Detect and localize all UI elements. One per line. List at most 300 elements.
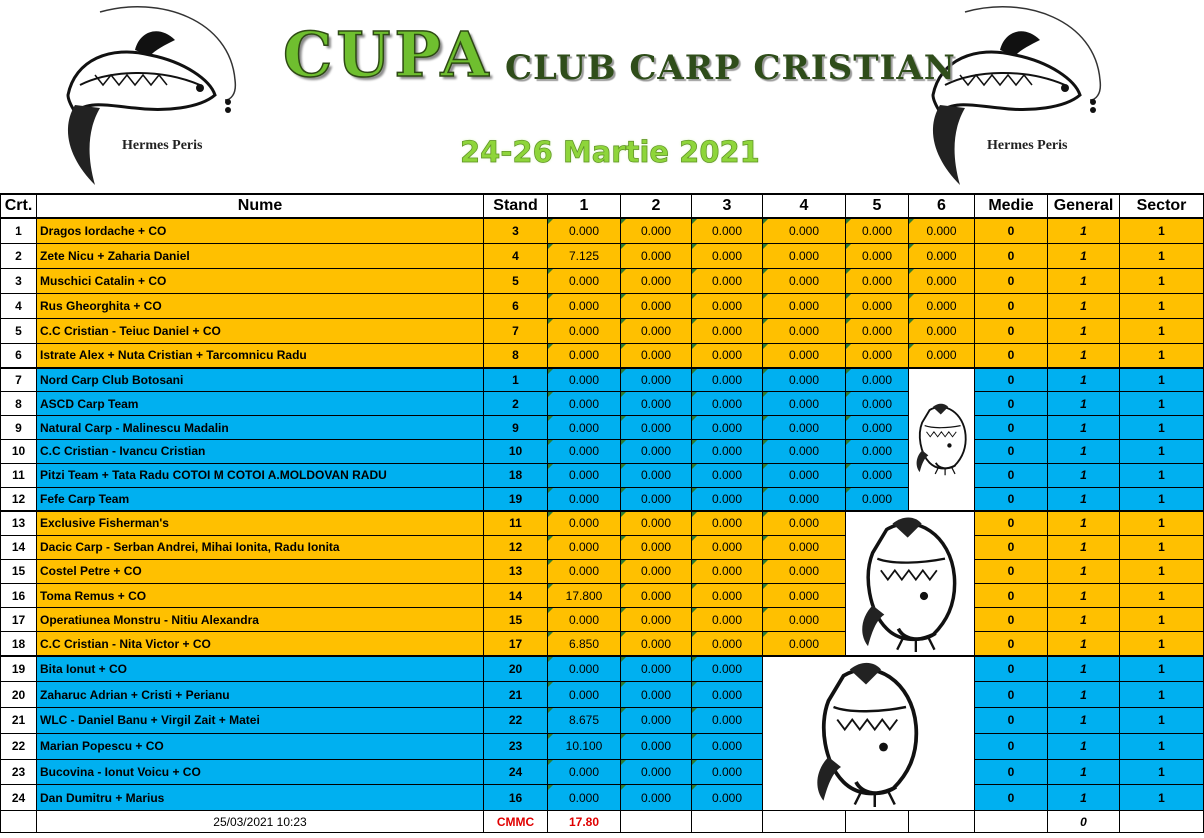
col-header-round-5: 5 [846,194,909,218]
cell-round-1: 0.000 [548,343,621,368]
col-header-sector: Sector [1120,194,1204,218]
cell-sector: 1 [1120,559,1204,583]
cell-round-4: 0.000 [763,463,846,487]
cell-crt: 16 [1,583,37,607]
cell-stand: 21 [484,682,548,708]
cell-round-4: 0.000 [763,535,846,559]
cell-general: 1 [1048,682,1120,708]
cell-round-1: 6.850 [548,632,621,656]
cell-round-6: 0.000 [909,343,975,368]
page-title: CUPA [283,18,493,91]
cell-general: 1 [1048,511,1120,535]
cell-medie: 0 [975,268,1048,293]
cell-round-3: 0.000 [692,243,763,268]
cell-general: 1 [1048,392,1120,416]
cell-stand: 14 [484,583,548,607]
cell-general: 1 [1048,368,1120,392]
col-header-medie: Medie [975,194,1048,218]
cell-round-1: 0.000 [548,416,621,440]
cell-name: Istrate Alex + Nuta Cristian + Tarcomnicu Radu [37,343,484,368]
cell-stand: 18 [484,463,548,487]
table-row [1,392,1204,416]
table-row [1,439,1204,463]
table-row [1,759,1204,785]
cell-sector: 1 [1120,243,1204,268]
cell-round-2: 0.000 [621,511,692,535]
cell-stand: 24 [484,759,548,785]
cell-general: 1 [1048,343,1120,368]
cell-round-5: 0.000 [846,392,909,416]
cell-medie: 0 [975,511,1048,535]
cell-stand: 10 [484,439,548,463]
cell-round-1: 0.000 [548,293,621,318]
logo-signature-left: Hermes Peris [122,138,203,153]
cell-stand: 8 [484,343,548,368]
cell-round-2: 0.000 [621,218,692,243]
cell-round-2: 0.000 [621,268,692,293]
cell-general: 1 [1048,535,1120,559]
cell-medie: 0 [975,759,1048,785]
cell-medie: 0 [975,583,1048,607]
cell-crt: 15 [1,559,37,583]
col-header-general: General [1048,194,1120,218]
cell-sector: 1 [1120,632,1204,656]
cell-general: 1 [1048,487,1120,511]
cell-stand: 15 [484,608,548,632]
cell-name: C.C Cristian - Ivancu Cristian [37,439,484,463]
cell-name: Marian Popescu + CO [37,733,484,759]
table-footer-row [1,811,1204,833]
cell-medie: 0 [975,243,1048,268]
cell-crt: 6 [1,343,37,368]
table-row [1,608,1204,632]
cell-round-3: 0.000 [692,416,763,440]
cell-round-6: 0.000 [909,243,975,268]
table-header-row [1,194,1204,218]
cell-crt: 4 [1,293,37,318]
table-row [1,463,1204,487]
cell-crt: 9 [1,416,37,440]
cell-general: 1 [1048,785,1120,811]
cell-name: Dacic Carp - Serban Andrei, Mihai Ionita, Radu Ionita [37,535,484,559]
table-row [1,559,1204,583]
cell-stand: 5 [484,268,548,293]
cell-sector: 1 [1120,535,1204,559]
col-header-stand: Stand [484,194,548,218]
cell-general: 1 [1048,608,1120,632]
cell-name: Zete Nicu + Zaharia Daniel [37,243,484,268]
cell-round-5: 0.000 [846,487,909,511]
table-row [1,343,1204,368]
cell-medie: 0 [975,439,1048,463]
carp-head-icon [850,512,970,652]
carp-fish-icon [905,0,1105,190]
cell-general: 1 [1048,318,1120,343]
footer-general: 0 [1048,811,1120,833]
cell-sector: 1 [1120,511,1204,535]
col-header-round-3: 3 [692,194,763,218]
col-header-round-4: 4 [763,194,846,218]
table-row [1,785,1204,811]
cell-sector: 1 [1120,268,1204,293]
cell-name: Pitzi Team + Tata Radu COTOI M COTOI A.MOLDOVAN RADU [37,463,484,487]
cell-round-4: 0.000 [763,439,846,463]
cell-medie: 0 [975,392,1048,416]
cell-crt: 2 [1,243,37,268]
cell-round-5: 0.000 [846,218,909,243]
cell-name: Zaharuc Adrian + Cristi + Perianu [37,682,484,708]
cell-sector: 1 [1120,368,1204,392]
cell-round-3: 0.000 [692,656,763,682]
event-date: 24-26 Martie 2021 [460,135,760,169]
cell-sector: 1 [1120,682,1204,708]
cell-name: Bita Ionut + CO [37,656,484,682]
cell-crt: 3 [1,268,37,293]
cell-general: 1 [1048,583,1120,607]
cell-round-2: 0.000 [621,368,692,392]
table-row [1,583,1204,607]
table-row [1,268,1204,293]
cell-stand: 13 [484,559,548,583]
cell-round-3: 0.000 [692,733,763,759]
page-subtitle: CLUB CARP CRISTIAN [505,48,956,88]
carp-fish-icon [40,0,240,190]
cell-round-4: 0.000 [763,343,846,368]
cell-round-4: 0.000 [763,416,846,440]
cell-round-2: 0.000 [621,293,692,318]
cell-sector: 1 [1120,293,1204,318]
table-row [1,535,1204,559]
cell-general: 1 [1048,218,1120,243]
cell-round-2: 0.000 [621,632,692,656]
cell-round-3: 0.000 [692,268,763,293]
cell-name: C.C Cristian - Teiuc Daniel + CO [37,318,484,343]
cell-crt: 18 [1,632,37,656]
cell-medie: 0 [975,785,1048,811]
cell-crt: 17 [1,608,37,632]
cell-round-1: 0.000 [548,368,621,392]
cell-round-4: 0.000 [763,392,846,416]
cell-stand: 17 [484,632,548,656]
cell-medie: 0 [975,463,1048,487]
cell-round-1: 17.800 [548,583,621,607]
cell-round-1: 10.100 [548,733,621,759]
cell-round-1: 0.000 [548,535,621,559]
cell-round-1: 0.000 [548,439,621,463]
cell-round-2: 0.000 [621,243,692,268]
cell-crt: 5 [1,318,37,343]
cell-stand: 1 [484,368,548,392]
cell-general: 1 [1048,733,1120,759]
cell-general: 1 [1048,708,1120,734]
cell-crt: 11 [1,463,37,487]
cell-stand: 2 [484,392,548,416]
cell-round-5: 0.000 [846,318,909,343]
cell-round-1: 0.000 [548,785,621,811]
results-table [0,193,1204,833]
cell-round-2: 0.000 [621,392,692,416]
cell-general: 1 [1048,293,1120,318]
cell-crt: 10 [1,439,37,463]
cell-sector: 1 [1120,318,1204,343]
cell-round-1: 8.675 [548,708,621,734]
cell-name: Muschici Catalin + CO [37,268,484,293]
cell-crt: 20 [1,682,37,708]
cell-medie: 0 [975,559,1048,583]
cell-general: 1 [1048,632,1120,656]
cell-round-3: 0.000 [692,608,763,632]
cell-round-5: 0.000 [846,343,909,368]
cell-round-1: 0.000 [548,463,621,487]
cell-round-5: 0.000 [846,243,909,268]
cell-stand: 20 [484,656,548,682]
cell-round-1: 0.000 [548,511,621,535]
cell-stand: 19 [484,487,548,511]
col-header-crt: Crt. [1,194,37,218]
cell-round-2: 0.000 [621,439,692,463]
col-header-round-2: 2 [621,194,692,218]
table-row [1,682,1204,708]
table-row [1,243,1204,268]
table-row [1,218,1204,243]
cell-round-6: 0.000 [909,293,975,318]
cell-general: 1 [1048,268,1120,293]
cell-round-1: 0.000 [548,268,621,293]
cell-round-4: 0.000 [763,583,846,607]
cell-round-2: 0.000 [621,487,692,511]
cell-name: Bucovina - Ionut Voicu + CO [37,759,484,785]
cell-round-3: 0.000 [692,785,763,811]
cell-sector: 1 [1120,785,1204,811]
cell-medie: 0 [975,708,1048,734]
cell-crt: 1 [1,218,37,243]
cell-medie: 0 [975,318,1048,343]
carp-head-icon [911,369,973,507]
cell-name: Operatiunea Monstru - Nitiu Alexandra [37,608,484,632]
cell-round-3: 0.000 [692,368,763,392]
cell-round-2: 0.000 [621,463,692,487]
cell-round-4: 0.000 [763,608,846,632]
col-header-round-6: 6 [909,194,975,218]
cell-sector: 1 [1120,416,1204,440]
cell-round-1: 0.000 [548,682,621,708]
cell-round-4: 0.000 [763,632,846,656]
cell-round-1: 0.000 [548,218,621,243]
cell-name: Natural Carp - Malinescu Madalin [37,416,484,440]
cell-crt: 7 [1,368,37,392]
cell-name: Rus Gheorghita + CO [37,293,484,318]
cell-round-3: 0.000 [692,218,763,243]
cell-stand: 7 [484,318,548,343]
cell-round-5: 0.000 [846,368,909,392]
cell-round-4: 0.000 [763,243,846,268]
cell-name: Exclusive Fisherman's [37,511,484,535]
cell-round-4: 0.000 [763,487,846,511]
cell-round-4: 0.000 [763,268,846,293]
cell-round-2: 0.000 [621,318,692,343]
table-row [1,632,1204,656]
cell-general: 1 [1048,656,1120,682]
cell-round-3: 0.000 [692,293,763,318]
cell-general: 1 [1048,416,1120,440]
cell-round-3: 0.000 [692,682,763,708]
cell-crt: 12 [1,487,37,511]
cell-medie: 0 [975,487,1048,511]
cell-round-5: 0.000 [846,293,909,318]
cell-round-4: 0.000 [763,368,846,392]
cell-general: 1 [1048,439,1120,463]
cell-sector: 1 [1120,463,1204,487]
cell-sector: 1 [1120,487,1204,511]
cell-round-3: 0.000 [692,487,763,511]
cell-crt: 21 [1,708,37,734]
cell-medie: 0 [975,218,1048,243]
cell-sector: 1 [1120,439,1204,463]
table-row [1,487,1204,511]
cell-round-1: 0.000 [548,487,621,511]
footer-max-value: 17.80 [548,811,621,833]
carp-illustration [763,656,975,811]
cell-round-3: 0.000 [692,583,763,607]
cell-medie: 0 [975,293,1048,318]
logo-signature-right: Hermes Peris [987,138,1068,153]
table-row [1,416,1204,440]
cell-medie: 0 [975,343,1048,368]
cell-sector: 1 [1120,656,1204,682]
table-row [1,511,1204,535]
carp-head-icon [766,657,971,807]
cell-sector: 1 [1120,608,1204,632]
cell-name: Fefe Carp Team [37,487,484,511]
col-header-round-1: 1 [548,194,621,218]
cell-crt: 24 [1,785,37,811]
cell-general: 1 [1048,463,1120,487]
cell-stand: 11 [484,511,548,535]
cell-crt: 22 [1,733,37,759]
cell-round-4: 0.000 [763,559,846,583]
cell-round-1: 0.000 [548,608,621,632]
cell-round-3: 0.000 [692,632,763,656]
cell-stand: 9 [484,416,548,440]
cell-sector: 1 [1120,343,1204,368]
table-body [1,218,1204,811]
cell-round-2: 0.000 [621,708,692,734]
cell-name: Toma Remus + CO [37,583,484,607]
cell-round-3: 0.000 [692,535,763,559]
cell-stand: 12 [484,535,548,559]
cell-round-3: 0.000 [692,708,763,734]
cell-round-2: 0.000 [621,733,692,759]
cell-crt: 19 [1,656,37,682]
cell-name: C.C Cristian - Nita Victor + CO [37,632,484,656]
cell-general: 1 [1048,243,1120,268]
cell-round-6: 0.000 [909,318,975,343]
carp-illustration [909,368,975,511]
cell-medie: 0 [975,656,1048,682]
cell-round-3: 0.000 [692,318,763,343]
cell-stand: 16 [484,785,548,811]
footer-code: CMMC [484,811,548,833]
cell-name: Nord Carp Club Botosani [37,368,484,392]
cell-round-2: 0.000 [621,416,692,440]
cell-stand: 22 [484,708,548,734]
cell-crt: 13 [1,511,37,535]
cell-round-5: 0.000 [846,416,909,440]
cell-round-1: 0.000 [548,392,621,416]
cell-sector: 1 [1120,392,1204,416]
table-row [1,293,1204,318]
cell-medie: 0 [975,682,1048,708]
cell-round-3: 0.000 [692,559,763,583]
cell-stand: 23 [484,733,548,759]
cell-medie: 0 [975,733,1048,759]
cell-round-3: 0.000 [692,343,763,368]
cell-round-2: 0.000 [621,343,692,368]
col-header-nume: Nume [37,194,484,218]
cell-round-2: 0.000 [621,535,692,559]
cell-round-2: 0.000 [621,583,692,607]
cell-round-5: 0.000 [846,439,909,463]
cell-round-3: 0.000 [692,463,763,487]
cell-name: Dragos Iordache + CO [37,218,484,243]
cell-round-1: 0.000 [548,318,621,343]
cell-medie: 0 [975,368,1048,392]
cell-round-3: 0.000 [692,439,763,463]
cell-sector: 1 [1120,733,1204,759]
cell-medie: 0 [975,608,1048,632]
cell-round-1: 0.000 [548,559,621,583]
table-row [1,656,1204,682]
carp-logo-left [40,0,240,190]
cell-sector: 1 [1120,583,1204,607]
cell-name: Dan Dumitru + Marius [37,785,484,811]
cell-crt: 8 [1,392,37,416]
cell-round-4: 0.000 [763,218,846,243]
cell-crt: 23 [1,759,37,785]
cell-round-6: 0.000 [909,218,975,243]
cell-round-1: 0.000 [548,656,621,682]
cell-round-2: 0.000 [621,559,692,583]
cell-medie: 0 [975,535,1048,559]
cell-round-1: 0.000 [548,759,621,785]
cell-name: ASCD Carp Team [37,392,484,416]
cell-round-6: 0.000 [909,268,975,293]
cell-round-4: 0.000 [763,318,846,343]
carp-illustration [846,511,975,656]
table-row [1,318,1204,343]
cell-name: WLC - Daniel Banu + Virgil Zait + Matei [37,708,484,734]
cell-round-2: 0.000 [621,682,692,708]
cell-sector: 1 [1120,759,1204,785]
cell-medie: 0 [975,416,1048,440]
cell-sector: 1 [1120,218,1204,243]
cell-crt: 14 [1,535,37,559]
cell-round-2: 0.000 [621,656,692,682]
cell-round-3: 0.000 [692,511,763,535]
header-banner [0,0,1204,193]
cell-stand: 6 [484,293,548,318]
cell-round-4: 0.000 [763,511,846,535]
cell-round-4: 0.000 [763,293,846,318]
footer-timestamp: 25/03/2021 10:23 [37,811,484,833]
cell-round-5: 0.000 [846,463,909,487]
cell-round-3: 0.000 [692,392,763,416]
cell-sector: 1 [1120,708,1204,734]
table-row [1,368,1204,392]
table-row [1,708,1204,734]
cell-round-5: 0.000 [846,268,909,293]
cell-round-1: 7.125 [548,243,621,268]
